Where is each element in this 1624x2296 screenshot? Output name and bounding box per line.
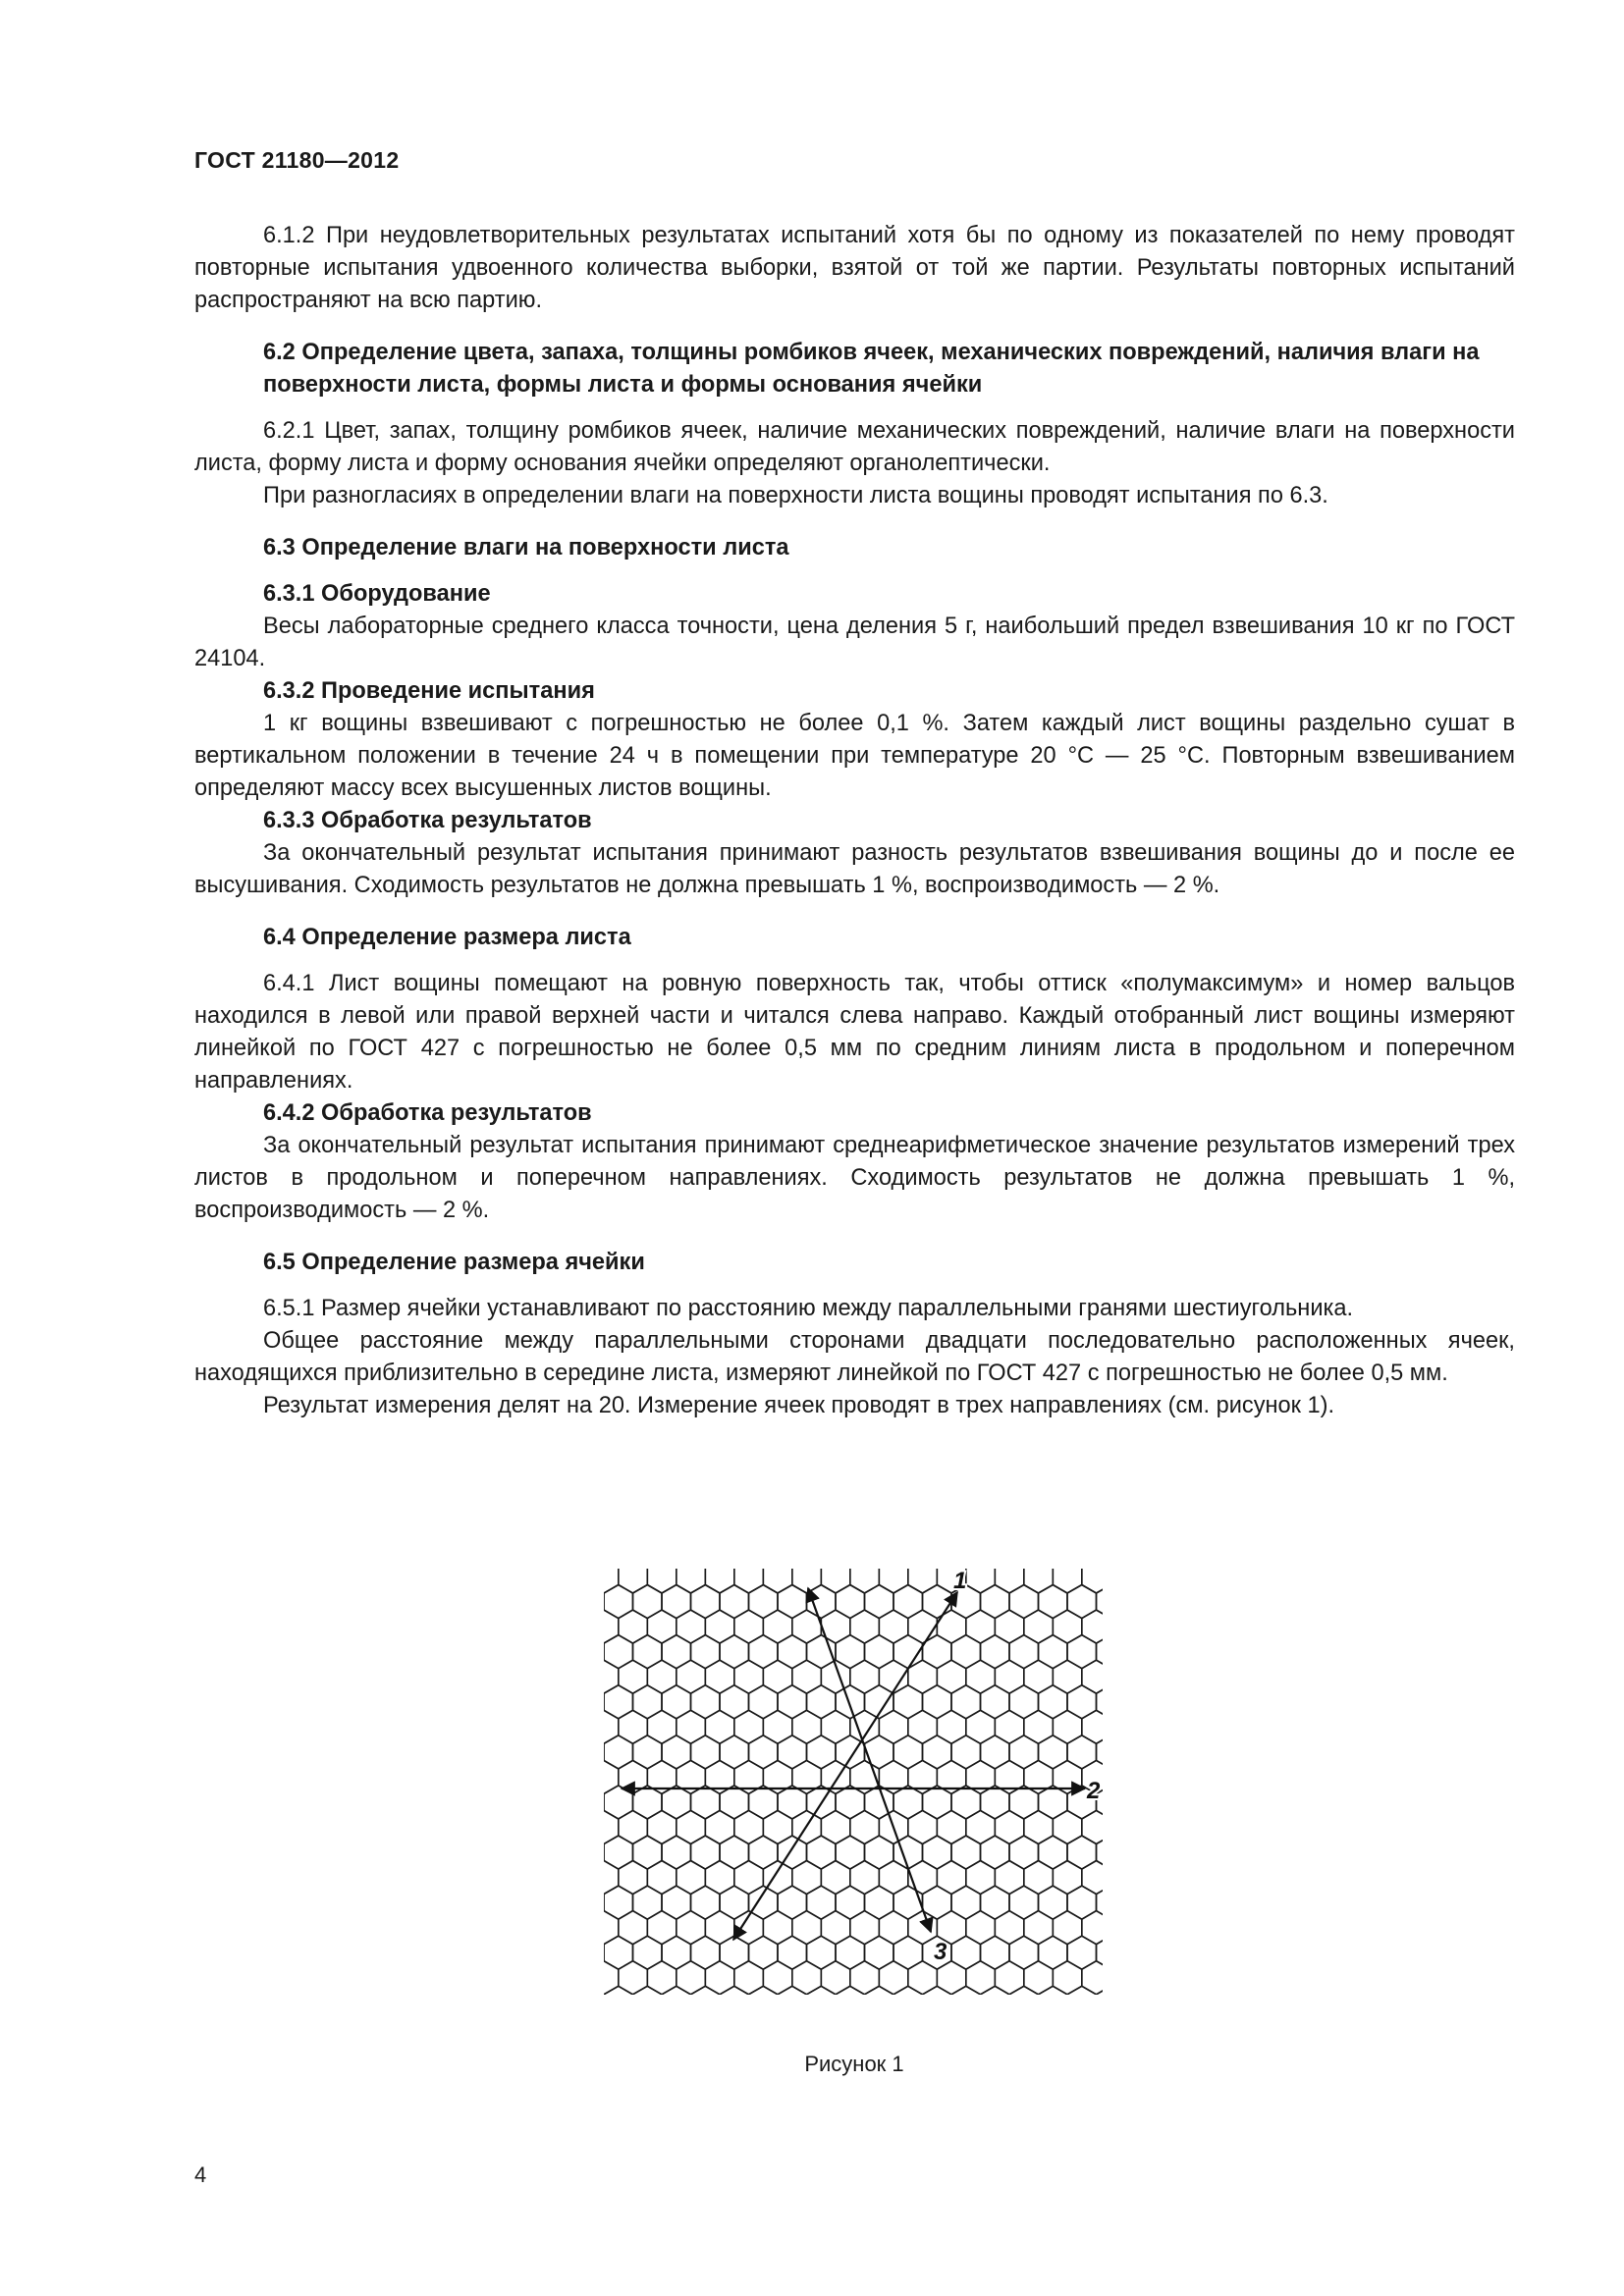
paragraph-6-3-1: Весы лабораторные среднего класса точности, цена деления 5 г, наибольший предел взвешивания 10 кг по ГОСТ 24104. xyxy=(194,614,1515,671)
paragraph-6-3-2: 1 кг вощины взвешивают с погрешностью не более 0,1 %. Затем каждый лист вощины раздельно сушат в вертикальном положении в течение 24 ч в помещении при температуре 20 °С — 25 °С. Повторным взвешиванием определяют массу всех высушенных листов вощины. xyxy=(194,711,1515,801)
honeycomb-cell xyxy=(923,1986,952,1995)
honeycomb-cell xyxy=(749,1986,779,1995)
figure-caption: Рисунок 1 xyxy=(804,2052,904,2076)
honeycomb-figure xyxy=(604,1569,1103,1995)
honeycomb-cell xyxy=(865,1986,894,1995)
heading-6-3-1: 6.3.1 Оборудование xyxy=(263,581,491,607)
heading-6-2: 6.2 Определение цвета, запаха, толщины ромбиков ячеек, механических повреждений, наличия влаги на поверхности листа, формы листа и формы основания ячейки xyxy=(263,340,1480,398)
honeycomb-cell xyxy=(908,1569,938,1593)
paragraph-6-5-1-distance: Общее расстояние между параллельными сторонами двадцати последовательно расположенных ячеек, находящихся приблизительно в середине листа, измеряют линейкой по ГОСТ 427 с погрешностью не более 0,5 мм. xyxy=(194,1328,1515,1386)
honeycomb-cell xyxy=(807,1986,837,1995)
heading-6-3-2: 6.3.2 Проведение испытания xyxy=(263,678,595,704)
honeycomb-cells xyxy=(604,1569,1103,1995)
honeycomb-cell xyxy=(1082,1610,1103,1643)
heading-6-5: 6.5 Определение размера ячейки xyxy=(263,1250,645,1275)
honeycomb-cell xyxy=(647,1569,677,1593)
label-3: 3 xyxy=(934,1939,947,1965)
honeycomb-cell xyxy=(792,1569,822,1593)
honeycomb-cell xyxy=(1082,1861,1103,1895)
heading-6-3-3: 6.3.3 Обработка результатов xyxy=(263,808,592,833)
honeycomb-cell xyxy=(1082,1710,1103,1743)
honeycomb-cell xyxy=(981,1986,1010,1995)
honeycomb-cell xyxy=(1082,1961,1103,1995)
label-1: 1 xyxy=(953,1569,967,1594)
paragraph-6-1-2: 6.1.2 При неудовлетворительных результатах испытаний хотя бы по одному из показателей по нему проводят повторные испытания удвоенного количества выборки, взятой от той же партии. Результаты повторных испытаний распространяют на всю партию. xyxy=(194,223,1515,313)
label-2: 2 xyxy=(1087,1778,1101,1804)
honeycomb-cell xyxy=(1097,1986,1104,1995)
honeycomb-cell xyxy=(836,1986,865,1995)
honeycomb-cell xyxy=(995,1569,1024,1593)
honeycomb-cell xyxy=(893,1986,923,1995)
honeycomb-cell xyxy=(850,1569,880,1593)
honeycomb-diagram xyxy=(604,1569,1103,1995)
honeycomb-cell xyxy=(778,1986,807,1995)
honeycomb-cell xyxy=(1082,1569,1103,1593)
page-number: 4 xyxy=(194,2163,207,2187)
honeycomb-cell xyxy=(1082,1660,1103,1693)
paragraph-6-4-2: За окончательный результат испытания принимают среднеарифметическое значение результатов измерений трех листов в продольном и поперечном направлениях. Сходимость результатов не должна превышать 1 %, воспроизводимость — 2 %. xyxy=(194,1133,1515,1223)
heading-6-4-2: 6.4.2 Обработка результатов xyxy=(263,1100,592,1126)
honeycomb-cell xyxy=(604,1986,633,1995)
honeycomb-cell xyxy=(720,1986,749,1995)
honeycomb-cell xyxy=(821,1569,850,1593)
paragraph-6-2-1-disagreement: При разногласиях в определении влаги на поверхности листа вощины проводят испытания по 6.3. xyxy=(263,483,1328,508)
document-body xyxy=(194,220,1515,1422)
paragraph-6-5-1-result: Результат измерения делят на 20. Измерение ячеек проводят в трех направлениях (см. рисунок 1). xyxy=(263,1393,1335,1418)
honeycomb-cell xyxy=(691,1986,721,1995)
heading-6-3: 6.3 Определение влаги на поверхности листа xyxy=(263,535,789,561)
honeycomb-cell xyxy=(1024,1569,1054,1593)
paragraph-6-2-1: 6.2.1 Цвет, запах, толщину ромбиков ячеек, наличие механических повреждений, наличие влаги на поверхности листа, форму листа и форму основания ячейки определяют органолептически. xyxy=(194,418,1515,476)
paragraph-6-3-3: За окончательный результат испытания принимают разность результатов взвешивания вощины до и после ее высушивания. Сходимость результатов не должна превышать 1 %, воспроизводимость — 2 %. xyxy=(194,840,1515,898)
honeycomb-cell xyxy=(879,1569,908,1593)
honeycomb-cell xyxy=(662,1986,691,1995)
honeycomb-cell xyxy=(1009,1986,1039,1995)
paragraph-6-4-1: 6.4.1 Лист вощины помещают на ровную поверхность так, чтобы оттиск «полумаксимум» и номер вальцов находился в левой или правой верхней части и читался слева направо. Каждый отобранный лист вощины измеряют линейкой по ГОСТ 427 с погрешностью не более 0,5 мм по средним линиям листа в продольном и поперечном направлениях. xyxy=(194,971,1515,1094)
honeycomb-cell xyxy=(619,1569,648,1593)
honeycomb-cell xyxy=(1039,1986,1068,1995)
document-code: ГОСТ 21180—2012 xyxy=(194,147,400,173)
honeycomb-cell xyxy=(705,1569,734,1593)
honeycomb-cell xyxy=(763,1569,792,1593)
heading-6-4: 6.4 Определение размера листа xyxy=(263,925,631,950)
honeycomb-cell xyxy=(734,1569,764,1593)
honeycomb-cell xyxy=(951,1986,981,1995)
honeycomb-cell xyxy=(1082,1810,1103,1843)
paragraph-6-5-1: 6.5.1 Размер ячейки устанавливают по расстоянию между параллельными гранями шестиугольника. xyxy=(263,1296,1354,1321)
honeycomb-cell xyxy=(1082,1911,1103,1945)
honeycomb-cell xyxy=(1067,1986,1097,1995)
honeycomb-cell xyxy=(966,1569,996,1593)
honeycomb-cell xyxy=(1053,1569,1082,1593)
honeycomb-cell xyxy=(677,1569,706,1593)
honeycomb-cell xyxy=(633,1986,663,1995)
